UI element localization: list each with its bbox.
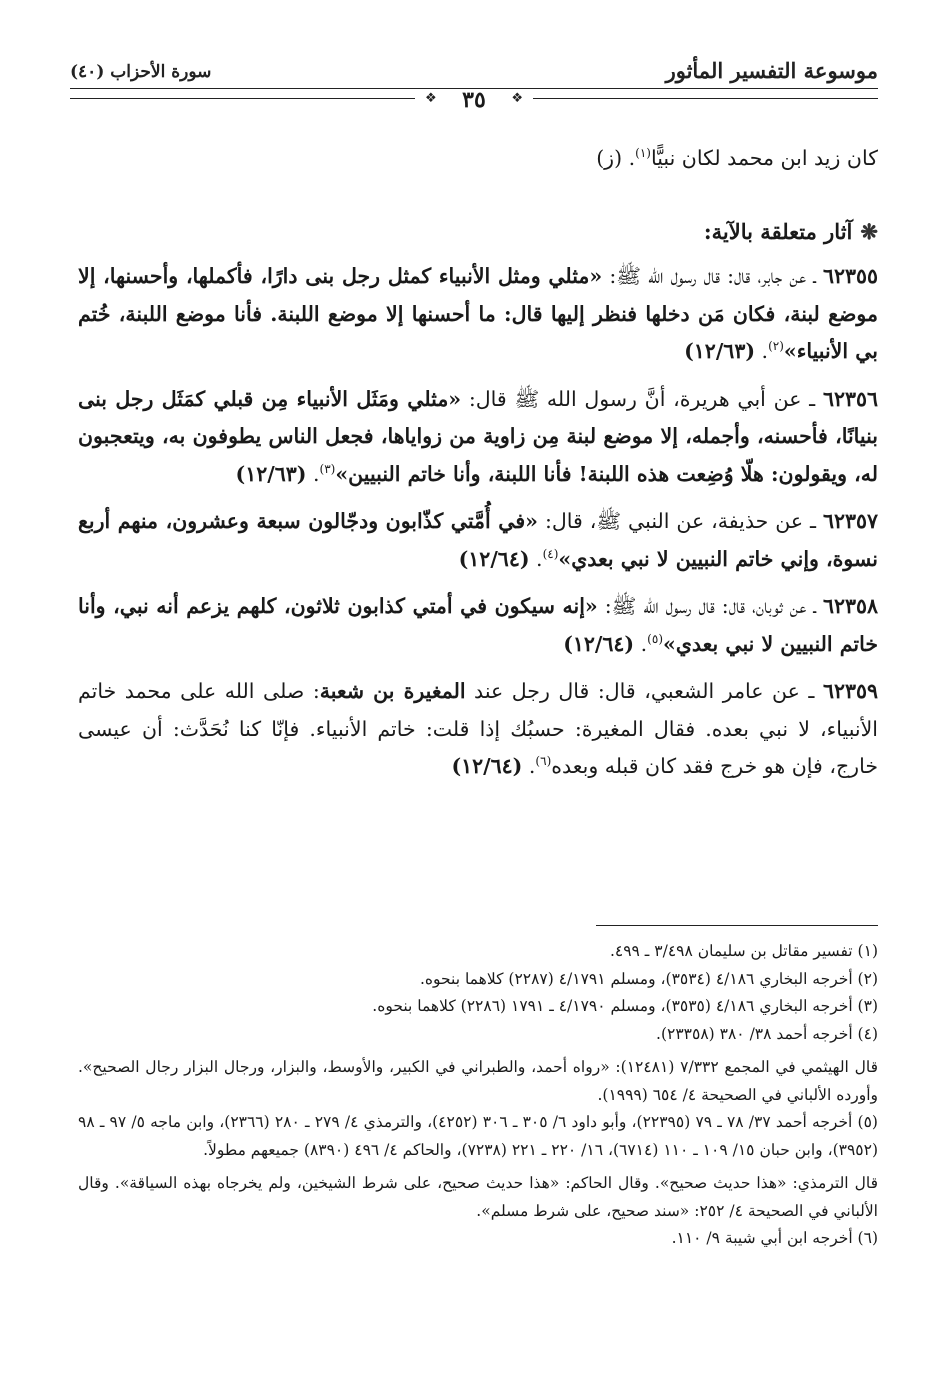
footnote: (٤) أخرجه أحمد ٣٨/ ٣٨٠ (٢٣٣٥٨).: [656, 1024, 878, 1043]
hadith-text: : صلى الله على محمد خاتم الأنبياء، لا نبي بعده. فقال المغيرة: حسبُك إذا قلت: خاتم الأنبياء. فإنّا كنا نُحَدَّث: أن عيسى خارج، فإن هو خرج فقد كان قبله وبعده: [78, 679, 878, 778]
footnote: (٣) أخرجه البخاري ٤/١٨٦ (٣٥٣٥)، ومسلم ٤/١٧٩٠ ـ ١٧٩١ (٢٢٨٦) كلاهما بنحوه.: [372, 997, 878, 1015]
intro-text: كان زيد ابن محمد لكان نبيًّا: [650, 146, 878, 170]
hadith-entry: [78, 588, 878, 663]
footnote-commentary: قال الترمذي: «هذا حديث صحيح». وقال الحاكم: «هذا حديث صحيح، على شرط الشيخين، ولم يخرجاه بهذه السياقة». وقال الألباني في الصحيحة ٤/ ٢٥٢: «سند صحيح، على شرط مسلم».: [78, 1174, 878, 1220]
footnote: (١) تفسير مقاتل بن سليمان ٣/٤٩٨ ـ ٤٩٩.: [609, 942, 878, 960]
volume-reference: (١٢/٦٤): [451, 754, 523, 778]
hadith-entry: [78, 673, 878, 786]
footnote-marker: (١): [635, 146, 651, 161]
hadith-number: ٦٢٣٥٨: [822, 594, 878, 618]
hadith-entry: [78, 503, 878, 578]
footnote: (٢) أخرجه البخاري ٤/١٨٦ (٣٥٣٤)، ومسلم ٤/١٧٩١ (٢٢٨٧) كلاهما بنحوه.: [419, 969, 878, 988]
footnote-commentary: قال الهيثمي في المجمع ٧/٣٣٢ (١٢٤٨١): «رواه أحمد، والطبراني في الكبير، والأوسط، والبزار، ورجال البزار رجال الصحيح». وأورده الألباني في الصحيحة ٤/ ٦٥٤ (١٩٩٩).: [78, 1058, 878, 1104]
hadith-text: «إنه سيكون في أمتي كذابون ثلاثون، كلهم يزعم أنه نبي، وأنا خاتم النبيين لا نبي بعدي»: [78, 594, 878, 656]
hadith-number: ٦٢٣٥٧: [822, 509, 879, 533]
hadith-tail: .: [634, 631, 648, 656]
volume-reference: (١٢/٦٣): [235, 461, 307, 486]
hadith-number: ٦٢٣٥٦: [822, 386, 878, 411]
footnotes: [78, 938, 878, 1253]
footnote: (٥) أخرجه أحمد ٣٧/ ٧٨ ـ ٧٩ (٢٢٣٩٥)، وأبو داود ٦/ ٣٠٥ ـ ٣٠٦ (٤٢٥٢)، والترمذي ٤/ ٢٧٩ ـ ٢٨٠ (٢٣٦٦)، وابن ماجه ٥/ ٩٧ ـ ٩٨ (٣٩٥٢)، وابن حبان ١٥/ ١٠٩ ـ ١١٠ (٦٧١٤)، ١٦/ ٢٢٠ ـ ٢٢١ (٧٢٣٨)، والحاكم ٤/ ٤٩٦ (٨٣٩٠) جميعهم مطولاً.: [78, 1113, 878, 1159]
footnote-marker: (٣): [319, 461, 336, 476]
flower-ornament-icon: ❋: [860, 219, 878, 244]
section-heading-text: آثار متعلقة بالآية:: [703, 219, 853, 244]
ornament-icon: ❖: [511, 91, 523, 106]
hadith-text: «مثلي ومَثَل الأنبياء مِن قبلي كمَثَل رجل بنى بنيانًا، فأحسنه، وأجمله، إلا موضع لبنة مِن زاوية من زواياها، فجعل الناس يطوفون به، ويتعجبون له، ويقولون: هلّا وُضِعت هذه اللبنة! فأنا اللبنة، وأنا خاتم النبيين»: [78, 386, 878, 486]
hadith-tail: .: [755, 339, 769, 363]
footnote-marker: (٦): [535, 754, 552, 769]
hadith-entry: [78, 381, 878, 494]
hadith-tail: .: [306, 461, 320, 486]
intro-line: [78, 140, 878, 177]
footnote-marker: (٥): [647, 631, 663, 646]
hadith-chain: ـ عن حذيفة، عن النبي ﷺ، قال:: [538, 509, 823, 533]
hadith-chain: ـ عن ثوبان، قال: قال رسول الله ﷺ:: [597, 594, 823, 618]
volume-reference: (١٢/٦٤): [458, 546, 530, 571]
volume-reference: (١٢/٦٤): [563, 631, 635, 656]
ornament-icon: ❖: [425, 91, 437, 106]
book-title: موسوعة التفسير المأثور: [665, 58, 878, 83]
footnote-marker: (٢): [768, 339, 784, 354]
hadith-text: «مثلي ومثل الأنبياء كمثل رجل بنى دارًا، فأكملها، وأحسنها، إلا موضع لبنة، فكان مَن دخلها فنظر إليها قال: ما أحسنها إلا موضع اللبنة. فأنا موضع اللبنة، خُتم بي الأنبياء»: [78, 264, 878, 363]
hadith-chain: ـ عن جابر، قال: قال رسول الله ﷺ:: [602, 264, 823, 288]
hadith-chain: ـ عن أبي هريرة، أنَّ رسول الله ﷺ قال:: [461, 386, 823, 411]
intro-tail: . (ز): [596, 146, 636, 170]
narrator-name: المغيرة بن شعبة: [319, 679, 466, 703]
page-content: [78, 140, 878, 796]
page-header: [70, 58, 878, 118]
hadith-text: «في أُمَّتي كذّابون ودجّالون سبعة وعشرون، منهم أربع نسوة، وإني خاتم النبيين لا نبي بعدي»: [78, 509, 878, 571]
volume-reference: (١٢/٦٣): [684, 339, 756, 363]
page-number: ٣٥: [462, 87, 486, 113]
surah-title: سورة الأحزاب (٤٠): [70, 62, 212, 82]
section-heading: [78, 219, 878, 244]
hadith-number: ٦٢٣٥٩: [822, 679, 879, 703]
footnote-separator: [596, 925, 878, 926]
hadith-entry: [78, 258, 878, 371]
hadith-tail: .: [529, 546, 543, 571]
hadith-tail: .: [522, 754, 536, 778]
hadith-number: ٦٢٣٥٥: [822, 264, 878, 288]
footnote-marker: (٤): [542, 546, 559, 561]
hadith-chain: ـ عن عامر الشعبي، قال: قال رجل عند: [465, 679, 823, 703]
footnote: (٦) أخرجه ابن أبي شيبة ٩/ ١١٠.: [671, 1229, 878, 1247]
